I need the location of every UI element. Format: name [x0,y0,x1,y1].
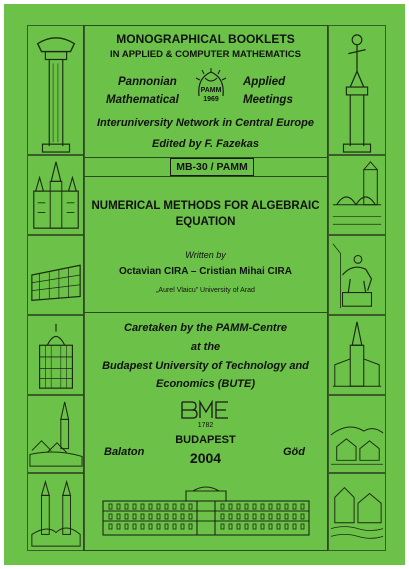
cathedral-illustration [27,155,85,235]
caretaker-line3: Budapest University of Technology and [102,360,309,372]
pamm-logo-year: 1969 [203,96,219,103]
building-window [181,524,184,529]
building-window [133,504,136,509]
building-window [157,514,160,519]
building-window [261,524,264,529]
building-window [165,524,168,529]
building-window [141,504,144,509]
building-window [285,514,288,519]
building-window [245,514,248,519]
castle-towers-illustration [27,473,85,551]
building-window [293,524,296,529]
building-window [173,514,176,519]
building-window [229,504,232,509]
editor-line: Edited by F. Fazekas [152,138,259,150]
building-window [285,524,288,529]
building-window [237,514,240,519]
building-window [293,514,296,519]
building-window [141,514,144,519]
building-window [229,514,232,519]
divider-middle [84,312,327,313]
pamm-logo [191,66,231,108]
building-window [109,524,112,529]
building-window [261,504,264,509]
pamm-word-meetings: Meetings [243,94,293,106]
caretaker-line2: at the [190,341,221,353]
building-window [133,514,136,519]
parliament-dome-illustration [27,315,85,395]
pamm-word-mathematical: Mathematical [106,94,179,106]
building-window [293,504,296,509]
building-window [149,504,152,509]
building-window [189,504,192,509]
book-title-line2: EQUATION [175,216,236,228]
building-window [117,524,120,529]
building-window [157,524,160,529]
publisher-city: BUDAPEST [175,434,236,446]
building-window [253,524,256,529]
divider-series [84,176,327,177]
town-church-illustration [27,395,85,473]
affiliation: „Aurel Vlaicu” University of Arad [156,287,255,294]
building-window [141,524,144,529]
publication-year: 2004 [189,450,222,466]
pamm-word-pannonian: Pannonian [118,76,177,88]
building-window [237,504,240,509]
caretaker-line4: Economics (BUTE) [155,378,255,390]
building-window [157,504,160,509]
authors: Octavian CIRA – Cristian Mihai CIRA [119,266,292,277]
equestrian-statue-illustration [328,235,386,315]
building-window [149,524,152,529]
university-building-graphic [101,485,311,537]
building-window [109,514,112,519]
building-window [221,514,224,519]
building-window [149,514,152,519]
pamm-word-applied: Applied [243,76,286,88]
building-window [189,524,192,529]
network-line: Interuniversity Network in Central Europe [97,117,314,129]
building-window [125,504,128,509]
place-balaton: Balaton [104,446,145,458]
building-window [221,504,224,509]
building-window [301,524,304,529]
building-window [269,504,272,509]
building-window [165,504,168,509]
building-window [173,504,176,509]
series-title: MONOGRAPHICAL BOOKLETS [116,32,295,46]
building-window [125,524,128,529]
column-monument-illustration [27,25,85,155]
book-title-line1: NUMERICAL METHODS FOR ALGEBRAIC [91,200,320,212]
building-window [221,524,224,529]
spire-church-illustration [328,315,386,395]
right-illustration-column [328,25,386,551]
building-window [253,514,256,519]
building-window [181,514,184,519]
hillside-town-illustration [328,395,386,473]
building-window [253,504,256,509]
modern-building-illustration [27,235,85,315]
building-window [229,524,232,529]
arch-bridge-illustration [328,155,386,235]
building-window [109,504,112,509]
building-window [133,524,136,529]
building-window [173,524,176,529]
pamm-logo-text: PAMM [200,87,222,94]
left-illustration-column [27,25,85,551]
building-window [269,514,272,519]
building-window [245,524,248,529]
series-subtitle: IN APPLIED & COMPUTER MATHEMATICS [110,49,301,60]
building-window [165,514,168,519]
bme-logo-year: 1782 [197,422,214,429]
building-window [285,504,288,509]
building-window [277,514,280,519]
building-window [117,514,120,519]
building-window [117,504,120,509]
university-building-illustration [101,485,311,537]
riverside-buildings-illustration [328,473,386,551]
series-number-box: MB-30 / PAMM [170,158,254,176]
building-window [125,514,128,519]
statue-column-illustration [328,25,386,155]
written-by-label: Written by [185,250,226,260]
building-window [301,504,304,509]
building-window [277,524,280,529]
bme-logo [180,400,232,420]
building-window [301,514,304,519]
building-window [189,514,192,519]
building-window [237,524,240,529]
bme-logo-graphic [180,400,232,420]
building-window [261,514,264,519]
place-god: Göd [283,446,305,458]
building-window [269,524,272,529]
caretaker-line1: Caretaken by the PAMM-Centre [124,322,287,334]
building-window [245,504,248,509]
building-window [277,504,280,509]
building-window [181,504,184,509]
